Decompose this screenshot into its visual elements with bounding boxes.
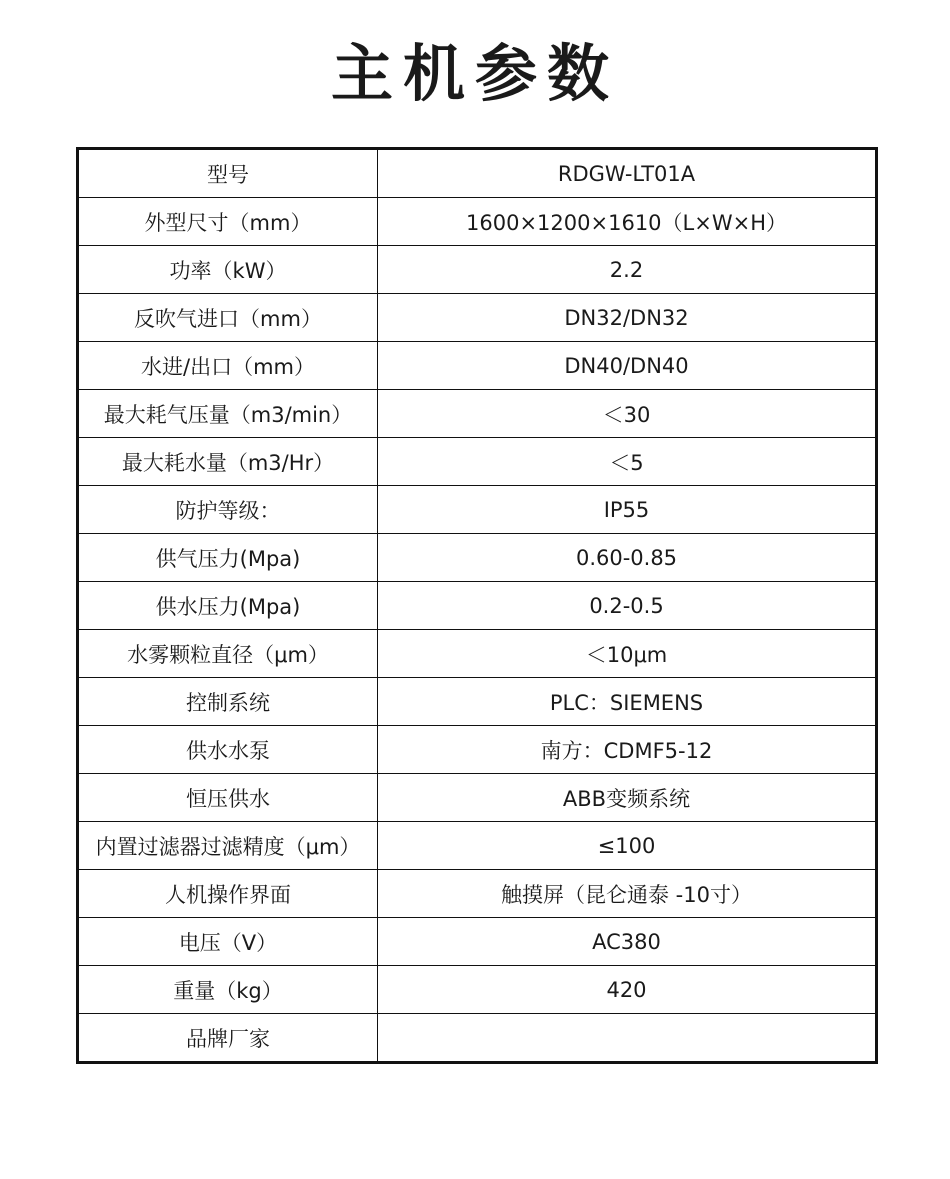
spec-label: 型号 [78, 149, 378, 198]
table-row [78, 438, 877, 486]
spec-value [378, 1014, 877, 1063]
table-row [78, 966, 877, 1014]
table-row [78, 630, 877, 678]
spec-value: PLC：SIEMENS [378, 678, 877, 726]
spec-value: ＜10μm [378, 630, 877, 678]
spec-label: 恒压供水 [78, 774, 378, 822]
spec-label: 供水压力(Mpa) [78, 582, 378, 630]
spec-value: AC380 [378, 918, 877, 966]
spec-label: 最大耗水量（m3/Hr） [78, 438, 378, 486]
spec-value: ＜30 [378, 390, 877, 438]
spec-value: ≤100 [378, 822, 877, 870]
table-row [78, 1014, 877, 1063]
spec-value: 0.2-0.5 [378, 582, 877, 630]
spec-label: 功率（kW） [78, 246, 378, 294]
spec-value: 420 [378, 966, 877, 1014]
spec-label: 人机操作界面 [78, 870, 378, 918]
page-title: 主机参数 [330, 37, 619, 110]
spec-table [76, 147, 878, 1064]
table-row [78, 822, 877, 870]
table-row [78, 918, 877, 966]
spec-label: 水雾颗粒直径（μm） [78, 630, 378, 678]
table-row [78, 342, 877, 390]
spec-label: 重量（kg） [78, 966, 378, 1014]
spec-label: 品牌厂家 [78, 1014, 378, 1063]
spec-label: 电压（V） [78, 918, 378, 966]
spec-value: RDGW-LT01A [378, 149, 877, 198]
spec-value: 1600×1200×1610（L×W×H） [378, 198, 877, 246]
table-row [78, 678, 877, 726]
spec-label: 反吹气进口（mm） [78, 294, 378, 342]
table-row [78, 582, 877, 630]
table-row [78, 534, 877, 582]
spec-label: 控制系统 [78, 678, 378, 726]
table-row [78, 246, 877, 294]
spec-label: 最大耗气压量（m3/min） [78, 390, 378, 438]
table-row [78, 390, 877, 438]
table-row [78, 774, 877, 822]
spec-value: DN40/DN40 [378, 342, 877, 390]
table-row [78, 726, 877, 774]
spec-label: 供气压力(Mpa) [78, 534, 378, 582]
spec-label: 水进/出口（mm） [78, 342, 378, 390]
spec-label: 外型尺寸（mm） [78, 198, 378, 246]
spec-value: 2.2 [378, 246, 877, 294]
table-row [78, 149, 877, 198]
spec-label: 防护等级： [78, 486, 378, 534]
spec-value: DN32/DN32 [378, 294, 877, 342]
spec-label: 供水水泵 [78, 726, 378, 774]
table-row [78, 294, 877, 342]
table-row [78, 486, 877, 534]
spec-value: ABB变频系统 [378, 774, 877, 822]
spec-value: ＜5 [378, 438, 877, 486]
table-row [78, 198, 877, 246]
spec-value: 0.60-0.85 [378, 534, 877, 582]
spec-value: 南方：CDMF5-12 [378, 726, 877, 774]
spec-label: 内置过滤器过滤精度（μm） [78, 822, 378, 870]
table-row [78, 870, 877, 918]
spec-value: IP55 [378, 486, 877, 534]
spec-value: 触摸屏（昆仑通泰 -10寸） [378, 870, 877, 918]
